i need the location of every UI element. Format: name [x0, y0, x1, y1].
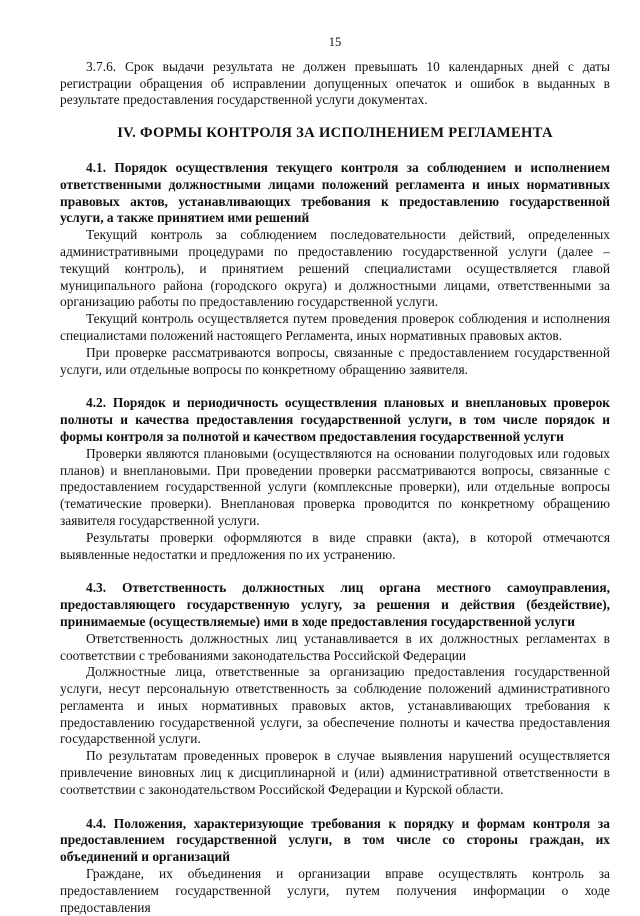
intro-paragraph: 3.7.6. Срок выдачи результата не должен превышать 10 календарных дней с даты регистрации обращения об исправлении допущенных опечаток и ошибок в выданных в результате предоставления государственной услуги документах. — [60, 58, 610, 108]
subsection-4-2 — [60, 395, 610, 563]
paragraph: Текущий контроль осуществляется путем проведения проверок соблюдения и исполнения специалистами положений настоящего Регламента, иных нормативных правовых актов. — [60, 311, 610, 343]
section-title: IV. ФОРМЫ КОНТРОЛЯ ЗА ИСПОЛНЕНИЕМ РЕГЛАМЕНТА — [117, 125, 553, 142]
paragraph: Текущий контроль за соблюдением последовательности действий, определенных административными процедурами по предоставлению государственной услуги (далее – текущий контроль), и принятием решений специалистами осуществляется главой муниципального района (городского округа) и должностными лицами, ответственными за организацию работы по предоставлению государственной услуги. — [60, 227, 610, 310]
spacer — [60, 799, 610, 816]
subsection-heading: 4.1. Порядок осуществления текущего контроля за соблюдением и исполнением ответственными должностными лицами положений регламента и иных нормативных правовых актов, устанавливающих требования к предоставлению государственной услуги, а также принятием ими решений — [60, 159, 610, 226]
subsection-4-3 — [60, 580, 610, 798]
subsection-heading: 4.3. Ответственность должностных лиц органа местного самоуправления, предоставляющего государственную услугу, за решения и действия (бездействие), принимаемые (осуществляемые) ими в ходе предоставления государственной услуги — [60, 580, 610, 629]
paragraph: При проверке рассматриваются вопросы, связанные с предоставлением государственной услуги, или отдельные вопросы по конкретному обращению заявителя. — [60, 344, 610, 377]
paragraph: Должностные лица, ответственные за организацию предоставления государственной услуги, несут персональную ответственность за соблюдение положений административного регламента и иных нормативных правовых актов, устанавливающих требования к предоставлению государственной услуги, за обеспечение полноты и качества предоставления государственной услуги. — [60, 664, 610, 747]
page-number: 15 — [328, 35, 342, 49]
paragraph: По результатам проведенных проверок в случае выявления нарушений осуществляется привлечение виновных лиц к дисциплинарной и (или) административной ответственности в соответствии с законодательством Российской Федерации и Курской области. — [60, 748, 610, 797]
paragraph: Проверки являются плановыми (осуществляются на основании полугодовых или годовых планов) и внеплановыми. При проведении проверки рассматриваются вопросы, связанные с предоставлением государственной услуги (комплексные проверки), или отдельные вопросы (тематические проверки). Внеплановая проверка проводится по конкретному обращению заявителя государственной услуги. — [60, 445, 610, 528]
paragraph: Граждане, их объединения и организации вправе осуществлять контроль за предоставлением государственной услуги, путем получения информации о ходе предоставления — [60, 866, 610, 915]
spacer — [60, 563, 610, 580]
paragraph: Ответственность должностных лиц устанавливается в их должностных регламентах в соответствии с требованиями законодательства Российской Федерации — [60, 630, 610, 663]
paragraph: Результаты проверки оформляются в виде справки (акта), в которой отмечаются выявленные недостатки и предложения по их устранению. — [60, 529, 610, 562]
subsection-4-4 — [60, 816, 610, 916]
subsection-heading: 4.4. Положения, характеризующие требования к порядку и формам контроля за предоставлением государственной услуги, в том числе со стороны граждан, их объединений и организаций — [60, 815, 610, 865]
subsection-heading: 4.2. Порядок и периодичность осуществления плановых и внеплановых проверок полноты и качества предоставления государственной услуги, в том числе порядок и формы контроля за полнотой и качеством предоставления государственной услуги — [60, 395, 610, 444]
spacer — [60, 378, 610, 395]
subsection-4-1 — [60, 160, 610, 378]
